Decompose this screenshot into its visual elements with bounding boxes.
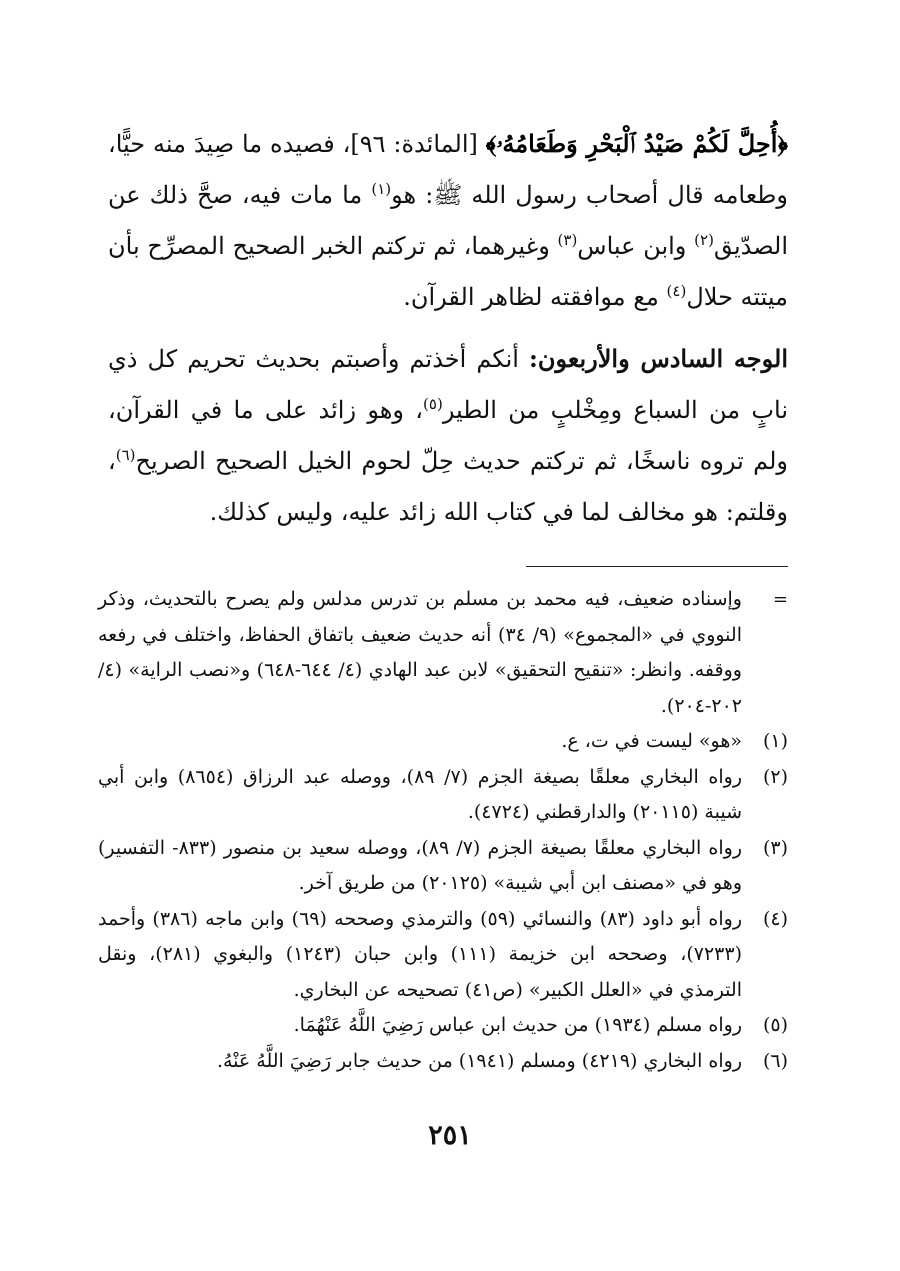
paragraph-2-text-a: أنكم أخذتم وأصبتم بحديث تحريم كل ذي نابٍ من السباع ومِخْلبٍ من الطير [108,345,788,424]
footnote-ref-2[interactable]: (٢) [694,231,714,249]
quran-verse: ﴿أُحِلَّ لَكُمْ صَيْدُ ٱلْبَحْرِ وَطَعَامُهُۥ﴾ [485,129,789,158]
footnote-ref-3[interactable]: (٣) [557,231,578,249]
footnote-ref-6[interactable]: (٦) [115,446,136,464]
footnote-separator [526,566,788,567]
paragraph-1-text-c: وابن عباس [577,232,695,260]
footnote-marker: (١) [762,730,788,752]
footnote-ref-1[interactable]: (١) [371,180,392,198]
footnote-marker: (٦) [762,1049,788,1072]
paragraph-1-text-d: وغيرهما، ثم تركتم الخبر الصحيح المصرِّح بأن ميتته حلال [108,232,788,311]
paragraph-2-text-c: ، وقلتم: هو مخالف لما في كتاب الله زائد عليه، وليس كذلك. [108,447,788,526]
paragraph-1 [108,118,788,323]
footnote-ref-4[interactable]: (٤) [666,282,687,300]
footnote-marker: = [772,589,788,610]
footnote-1 [98,724,788,760]
page-number: ٢٥١ [428,1120,472,1151]
paragraph-1-text-b: ما مات فيه، صحَّ ذلك عن الصدّيق [108,181,789,260]
footnotes [98,582,788,1079]
footnote-text: رواه مسلم (١٩٣٤) من حديث ابن عباس رَضِيَ اللَّهُ عَنْهُمَا. [293,1014,742,1036]
footnote-marker: (٥) [762,1014,788,1036]
section-heading: الوجه السادس والأربعون: [528,344,788,373]
footnote-text: رواه أبو داود (٨٣) والنسائي (٥٩) والترمذي وصححه (٦٩) وابن ماجه (٣٨٦) وأحمد (٧٢٣٣)، وصححه ابن خزيمة (١١١) وابن حبان (١٢٤٣) والبغوي (٢٨١)، ونقل الترمذي في «العلل الكبير» (ص٤١) تصحيحه عن البخاري. [98,907,743,1001]
footnote-text: وإسناده ضعيف، فيه محمد بن مسلم بن تدرس مدلس ولم يصرح بالتحديث، وذكر النووي في «المجموع» (٩/ ٣٤) أنه حديث ضعيف باتفاق الحفاظ، واختلف في رفعه ووقفه. وانظر: «تنقيح التحقيق» لابن عبد الهادي (٤/ ٦٤٤-٦٤٨) و«نصب الراية» (٤/ ٢٠٢-٢٠٤). [98,588,742,717]
paragraph-2-text-b: ، وهو زائد على ما في القرآن، ولم تروه ناسخًا، ثم تركتم حديث حِلّ لحوم الخيل الصحيح الصريح [108,396,788,475]
footnote-3 [98,831,788,902]
footnote-text: رواه البخاري معلقًا بصيغة الجزم (٧/ ٨٩)، ووصله عبد الرزاق (٨٦٥٤) وابن أبي شيبة (٢٠١١٥) والدارقطني (٤٧٢٤). [98,765,743,823]
footnote-6 [98,1044,788,1080]
footnote-text: «هو» ليست في ت، ع. [561,730,742,752]
footnote-continued [98,582,788,724]
footnote-4 [98,902,788,1009]
paragraph-2 [108,333,788,538]
footnote-marker: (٢) [762,765,788,788]
footnote-ref-5[interactable]: (٥) [423,395,443,413]
footnote-marker: (٣) [762,836,788,859]
main-text [108,118,788,538]
footnote-text: رواه البخاري (٤٢١٩) ومسلم (١٩٤١) من حديث جابر رَضِيَ اللَّهُ عَنْهُ. [216,1049,742,1072]
paragraph-1-text-e: مع موافقته لظاهر القرآن. [403,283,667,311]
footnote-2 [98,760,788,831]
paragraph-1-text-a: [المائدة: ٩٦]، فصيده ما صِيدَ منه حيًّا، وطعامه قال أصحاب رسول الله ﷺ: هو [108,130,789,209]
footnote-5 [98,1008,788,1044]
footnote-marker: (٤) [762,907,788,930]
footnote-text: رواه البخاري معلقًا بصيغة الجزم (٧/ ٨٩)، ووصله سعيد بن منصور (٨٣٣- التفسير) وهو في «مصنف ابن أبي شيبة» (٢٠١٢٥) من طريق آخر. [98,836,742,894]
